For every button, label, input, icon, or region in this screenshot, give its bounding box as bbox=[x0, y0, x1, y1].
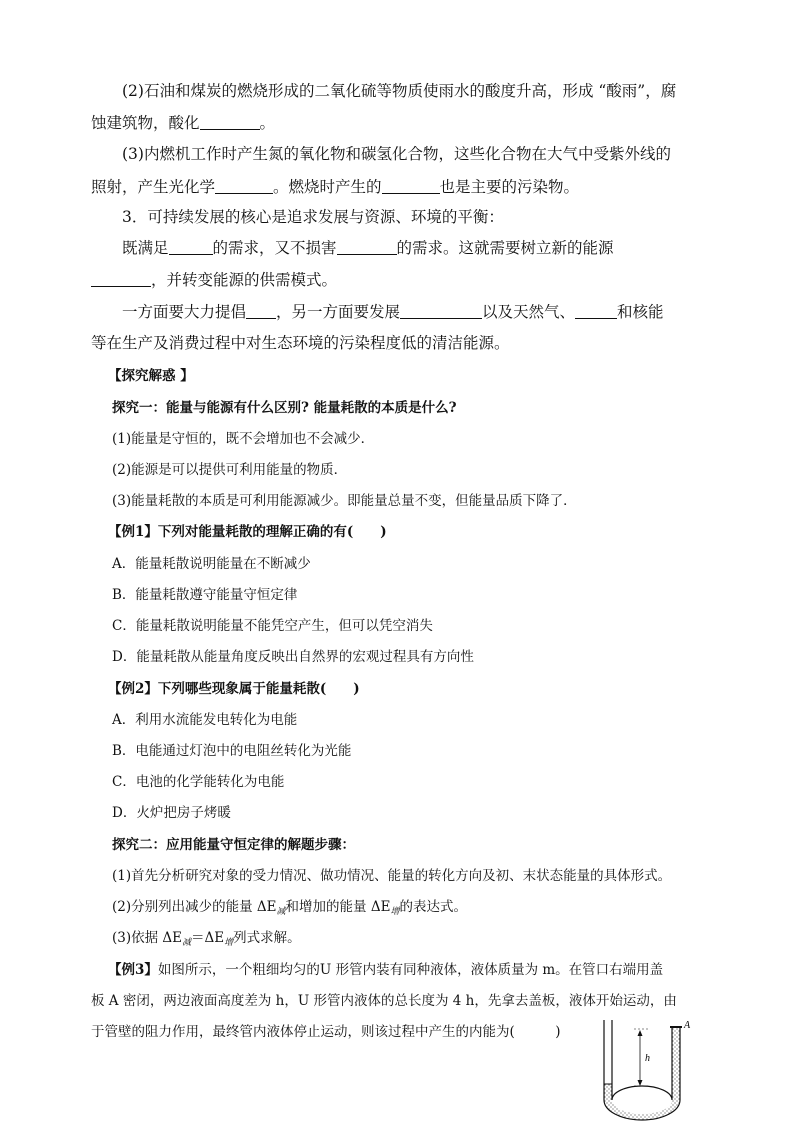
example-label: 【例1】 bbox=[108, 524, 158, 540]
para-sustain-line1 bbox=[122, 240, 614, 257]
example-2-option-a[interactable]: A．利用水流能发电转化为电能 bbox=[112, 712, 298, 728]
example-1-option-b[interactable]: B．能量耗散遵守能量守恒定律 bbox=[112, 587, 298, 603]
text: (3)依据 ΔE bbox=[112, 930, 183, 946]
example-2-option-b[interactable]: B．电能通过灯泡中的电阻丝转化为光能 bbox=[112, 743, 352, 759]
example-label: 【例2】 bbox=[108, 681, 158, 697]
fill-blank[interactable] bbox=[246, 304, 276, 319]
example-2-option-d[interactable]: D．火炉把房子烤暖 bbox=[112, 805, 231, 821]
text: 。 bbox=[259, 114, 276, 132]
text: ，另一方面要发展 bbox=[276, 303, 401, 321]
text: 列式求解。 bbox=[233, 930, 301, 946]
section-3-title: 3．可持续发展的核心是追求发展与资源、环境的平衡： bbox=[122, 208, 504, 226]
text: 也是主要的污染物。 bbox=[439, 178, 580, 196]
para-clean-energy-line2: 等在生产及消费过程中对生态环境的污染程度低的清洁能源。 bbox=[91, 334, 510, 352]
text: 。燃烧时产生的 bbox=[273, 178, 382, 196]
fill-blank[interactable] bbox=[382, 179, 440, 194]
explore-question-1: 探究一：能量与能源有什么区别? 能量耗散的本质是什么? bbox=[112, 400, 457, 416]
fill-blank[interactable] bbox=[575, 304, 617, 319]
text: 如图所示，一个粗细均匀的U 形管内装有同种液体，液体质量为 m。在管口右端用盖 bbox=[157, 962, 664, 978]
text: (2)分别列出减少的能量 ΔE bbox=[112, 899, 277, 915]
example-1-option-a[interactable]: A．能量耗散说明能量在不断减少 bbox=[112, 556, 311, 572]
text: 和核能 bbox=[617, 303, 664, 321]
subscript: 减 bbox=[276, 907, 286, 917]
example-2-question bbox=[108, 683, 360, 697]
text: 一方面要大力提倡 bbox=[122, 303, 247, 321]
text: 以及天然气、 bbox=[482, 303, 576, 321]
para-acid-rain-line2 bbox=[91, 115, 275, 132]
text: ，并转变能源的供需模式。 bbox=[151, 271, 338, 289]
liquid bbox=[604, 1028, 680, 1120]
subscript: 减 bbox=[182, 938, 192, 948]
para-acid-rain-line1: (2)石油和煤炭的燃烧形成的二氧化硫等物质使雨水的酸度升高，形成 “酸雨”，腐 bbox=[122, 82, 677, 100]
example-label: 【例3】 bbox=[108, 962, 158, 978]
para-sustain-line2 bbox=[91, 272, 337, 289]
example-1-question bbox=[108, 526, 387, 540]
text: ＝ΔE bbox=[191, 930, 225, 946]
text: 既满足 bbox=[122, 239, 169, 257]
h-arrow-top bbox=[638, 1030, 643, 1036]
explore-item: (2)能源是可以提供可利用能量的物质． bbox=[112, 462, 348, 478]
explore-item: (3)能量耗散的本质是可利用能源减少。即能量总量不变，但能量品质下降了． bbox=[112, 493, 577, 509]
explore-item: (1)能量是守恒的，既不会增加也不会减少． bbox=[112, 431, 375, 447]
h-arrow-bottom bbox=[638, 1080, 643, 1086]
subscript: 增 bbox=[224, 938, 234, 948]
example-3-line3: 于管壁的阻力作用，最终管内液体停止运动，则该过程中产生的内能为( ) bbox=[91, 1024, 561, 1040]
text: 下列对能量耗散的理解正确的有( ) bbox=[157, 524, 387, 540]
explore2-step-3 bbox=[112, 932, 301, 948]
u-tube-figure bbox=[596, 1016, 692, 1122]
height-label-h: h bbox=[645, 1053, 650, 1064]
example-3-line1 bbox=[108, 964, 663, 978]
text: 和增加的能量 ΔE bbox=[285, 899, 391, 915]
fill-blank[interactable] bbox=[337, 240, 397, 255]
cover-label-a: A bbox=[684, 1020, 691, 1031]
fill-blank[interactable] bbox=[91, 272, 151, 287]
example-1-option-c[interactable]: C．能量耗散说明能量不能凭空产生，但可以凭空消失 bbox=[112, 618, 433, 634]
fill-blank[interactable] bbox=[400, 304, 482, 319]
example-3-line2: 板 A 密闭，两边液面高度差为 h，U 形管内液体的总长度为 4 h，先拿去盖板，液体开始运动，由 bbox=[91, 993, 677, 1009]
text: 下列哪些现象属于能量耗散( ) bbox=[157, 681, 360, 697]
fill-blank[interactable] bbox=[215, 179, 273, 194]
example-1-option-d[interactable]: D．能量耗散从能量角度反映出自然界的宏观过程具有方向性 bbox=[112, 649, 474, 665]
example-2-option-c[interactable]: C．电池的化学能转化为电能 bbox=[112, 774, 285, 790]
text: 的需求，又不损害 bbox=[212, 239, 337, 257]
para-combustion-line1: (3)内燃机工作时产生氮的氧化物和碳氢化合物，这些化合物在大气中受紫外线的 bbox=[122, 145, 671, 163]
text: 的表达式。 bbox=[399, 899, 467, 915]
explore2-step-2 bbox=[112, 901, 467, 917]
explore-heading: 【探究解惑 】 bbox=[108, 368, 194, 384]
fill-blank[interactable] bbox=[169, 240, 213, 255]
explore-question-2: 探究二：应用能量守恒定律的解题步骤： bbox=[112, 837, 355, 853]
text: 照射，产生光化学 bbox=[91, 178, 216, 196]
text: 蚀建筑物，酸化 bbox=[91, 114, 200, 132]
text: 的需求。这就需要树立新的能源 bbox=[396, 239, 614, 257]
para-combustion-line2 bbox=[91, 179, 579, 196]
subscript: 增 bbox=[390, 907, 400, 917]
explore2-step-1: (1)首先分析研究对象的受力情况、做功情况、能量的转化方向及初、末状态能量的具体形式。 bbox=[112, 868, 672, 884]
tube-inner-wall bbox=[612, 1020, 672, 1100]
para-clean-energy-line1 bbox=[122, 304, 664, 321]
fill-blank[interactable] bbox=[200, 115, 260, 130]
